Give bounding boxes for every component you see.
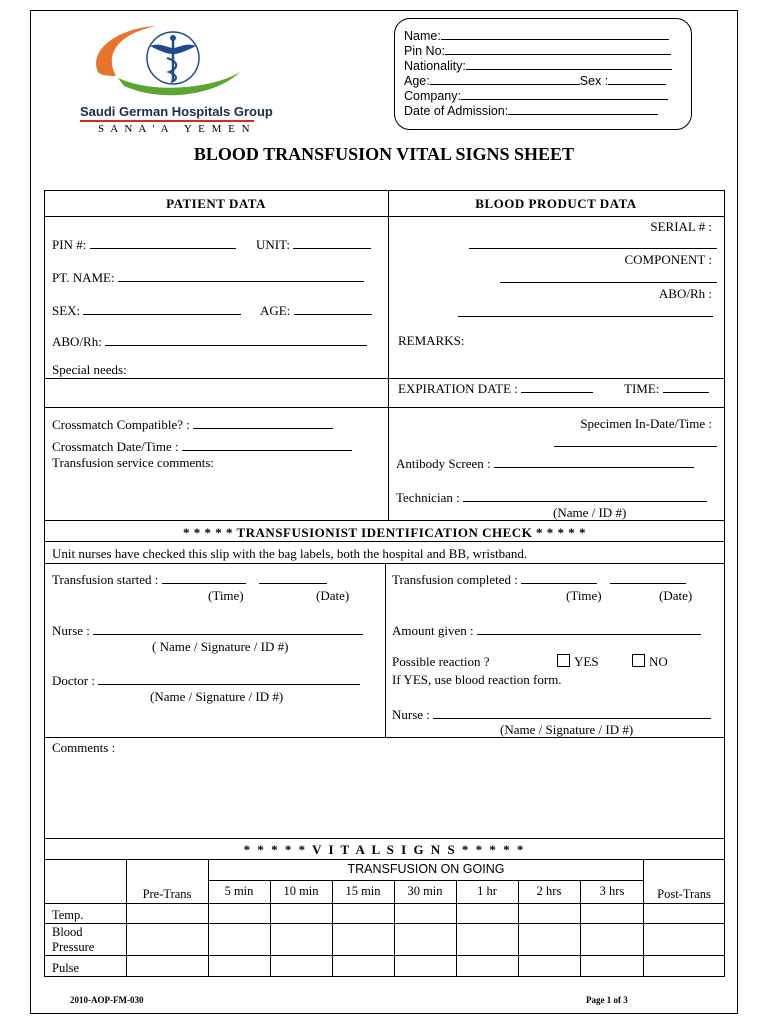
col-header: 2 hrs <box>536 884 562 898</box>
yes-checkbox[interactable] <box>557 654 570 667</box>
divider <box>44 407 725 408</box>
col-header: 3 hrs <box>599 884 625 898</box>
patient-special-needs: Special needs: <box>52 362 127 377</box>
divider <box>44 378 725 379</box>
amount-given-row: Amount given : <box>392 622 701 638</box>
col-header: 5 min <box>224 884 254 898</box>
info-admission-row: Date of Admission: <box>404 102 658 119</box>
identification-check-header: * * * * * TRANSFUSIONIST IDENTIFICATION CHECK * * * * * <box>182 525 587 540</box>
completed-time-field[interactable] <box>521 571 597 584</box>
col-header: 1 hr <box>477 884 497 898</box>
info-age-row: Age: Sex : <box>404 72 666 89</box>
logo-group-name: Saudi German Hospitals Group <box>80 104 273 119</box>
transfusion-service-comments: Transfusion service comments: <box>52 455 214 470</box>
patient-unit-field[interactable] <box>293 236 371 249</box>
specimen-field[interactable] <box>554 434 717 447</box>
transfusion-ongoing-header: TRANSFUSION ON GOING <box>347 862 505 876</box>
row-label-blood-pressure: Blood Pressure <box>52 925 95 954</box>
hospital-logo <box>78 20 273 140</box>
patient-info-box <box>394 18 692 130</box>
divider <box>388 190 389 520</box>
row-label-pulse: Pulse <box>52 961 80 975</box>
product-expiration-field[interactable] <box>521 380 593 393</box>
page-title: BLOOD TRANSFUSION VITAL SIGNS SHEET <box>193 144 575 164</box>
product-abo-label: ABO/Rh : <box>658 286 712 301</box>
product-data-header: BLOOD PRODUCT DATA <box>475 196 637 211</box>
crossmatch-datetime-field[interactable] <box>182 438 352 451</box>
logo-city: S A N A ' A Y E M E N <box>98 123 252 135</box>
info-company-field[interactable] <box>461 87 668 100</box>
product-serial-label: SERIAL # : <box>650 219 712 234</box>
antibody-screen-field[interactable] <box>494 455 694 468</box>
start-nurse-row: Nurse : <box>52 622 363 638</box>
row-label-temp: Temp. <box>52 908 84 922</box>
info-pin-field[interactable] <box>445 42 671 55</box>
started-time-caption: (Time) <box>208 588 244 603</box>
doctor-row: Doctor : <box>52 672 360 688</box>
patient-abo-row: ABO/Rh: <box>52 333 367 349</box>
amount-given-field[interactable] <box>477 622 701 635</box>
info-nationality-row: Nationality: <box>404 57 672 74</box>
patient-name-row: PT. NAME: <box>52 269 364 285</box>
transfusion-started-row: Transfusion started : <box>52 571 327 587</box>
divider <box>44 520 725 521</box>
reaction-form-note: If YES, use blood reaction form. <box>392 672 562 687</box>
info-age-field[interactable] <box>430 72 580 85</box>
no-checkbox[interactable] <box>632 654 645 667</box>
patient-sex-row: SEX: <box>52 302 241 318</box>
pre-trans-header: Pre-Trans <box>142 887 192 901</box>
complete-nurse-field[interactable] <box>433 706 711 719</box>
patient-pin-field[interactable] <box>90 236 236 249</box>
started-time-field[interactable] <box>162 571 246 584</box>
product-component-field[interactable] <box>500 270 717 283</box>
logo-emblem-icon <box>78 20 258 140</box>
info-name-field[interactable] <box>441 27 669 40</box>
comments-area[interactable] <box>46 756 722 836</box>
product-component-label: COMPONENT : <box>624 252 712 267</box>
patient-unit-row: UNIT: <box>256 236 371 252</box>
patient-data-header: PATIENT DATA <box>166 196 266 211</box>
product-serial-field[interactable] <box>469 236 717 249</box>
patient-abo-field[interactable] <box>105 333 367 346</box>
vital-signs-grid <box>44 859 725 977</box>
info-admission-field[interactable] <box>508 102 658 115</box>
divider <box>44 838 725 839</box>
technician-field[interactable] <box>463 489 707 502</box>
possible-reaction-label: Possible reaction ? <box>392 654 490 669</box>
divider <box>385 563 386 737</box>
completed-date-field[interactable] <box>610 571 686 584</box>
completed-time-caption: (Time) <box>566 588 602 603</box>
product-time-field[interactable] <box>663 380 709 393</box>
reaction-no-option[interactable]: NO <box>632 654 668 669</box>
post-trans-header: Post-Trans <box>657 887 711 901</box>
patient-sex-field[interactable] <box>83 302 241 315</box>
complete-nurse-row: Nurse : <box>392 706 711 722</box>
product-expiration-row: EXPIRATION DATE : <box>398 380 593 396</box>
technician-row: Technician : <box>396 489 707 505</box>
product-time-row: TIME: <box>624 380 709 396</box>
technician-subcaption: (Name / ID #) <box>553 505 627 520</box>
divider <box>44 541 725 542</box>
product-abo-field[interactable] <box>458 304 713 317</box>
page-number: Page 1 of 3 <box>586 995 628 1005</box>
info-pin-row: Pin No: <box>404 42 671 59</box>
patient-name-field[interactable] <box>118 269 364 282</box>
comments-label: Comments : <box>52 740 116 755</box>
col-header: 15 min <box>345 884 381 898</box>
product-remarks: REMARKS: <box>398 333 465 348</box>
transfusion-completed-row: Transfusion completed : <box>392 571 686 587</box>
identification-check-note: Unit nurses have checked this slip with the bag labels, both the hospital and BB, wristband. <box>52 546 528 561</box>
patient-age-row: AGE: <box>260 302 372 318</box>
crossmatch-compatible-row: Crossmatch Compatible? : <box>52 416 333 432</box>
start-nurse-caption: ( Name / Signature / ID #) <box>152 639 289 654</box>
info-name-row: Name: <box>404 27 669 44</box>
info-company-row: Company: <box>404 87 668 104</box>
started-date-field[interactable] <box>259 571 327 584</box>
started-date-caption: (Date) <box>316 588 350 603</box>
complete-nurse-caption: (Name / Signature / ID #) <box>500 722 634 737</box>
reaction-yes-option[interactable]: YES <box>557 654 599 669</box>
col-header: 30 min <box>407 884 443 898</box>
patient-pin-row: PIN #: <box>52 236 236 252</box>
table-top-line <box>44 190 725 191</box>
crossmatch-compatible-field[interactable] <box>193 416 333 429</box>
info-sex-field[interactable] <box>608 72 666 85</box>
completed-date-caption: (Date) <box>659 588 693 603</box>
patient-age-field[interactable] <box>294 302 372 315</box>
start-nurse-field[interactable] <box>93 622 363 635</box>
antibody-screen-row: Antibody Screen : <box>396 455 694 471</box>
divider <box>44 216 725 217</box>
vital-signs-header: * * * * * V I T A L S I G N S * * * * * <box>243 842 526 857</box>
form-code: 2010-AOP-FM-030 <box>70 995 144 1005</box>
col-header: 10 min <box>283 884 319 898</box>
specimen-label: Specimen In-Date/Time : <box>580 416 712 431</box>
crossmatch-datetime-row: Crossmatch Date/Time : <box>52 438 352 454</box>
doctor-caption: (Name / Signature / ID #) <box>150 689 284 704</box>
info-nationality-field[interactable] <box>466 57 672 70</box>
doctor-field[interactable] <box>98 672 360 685</box>
divider <box>44 737 725 738</box>
